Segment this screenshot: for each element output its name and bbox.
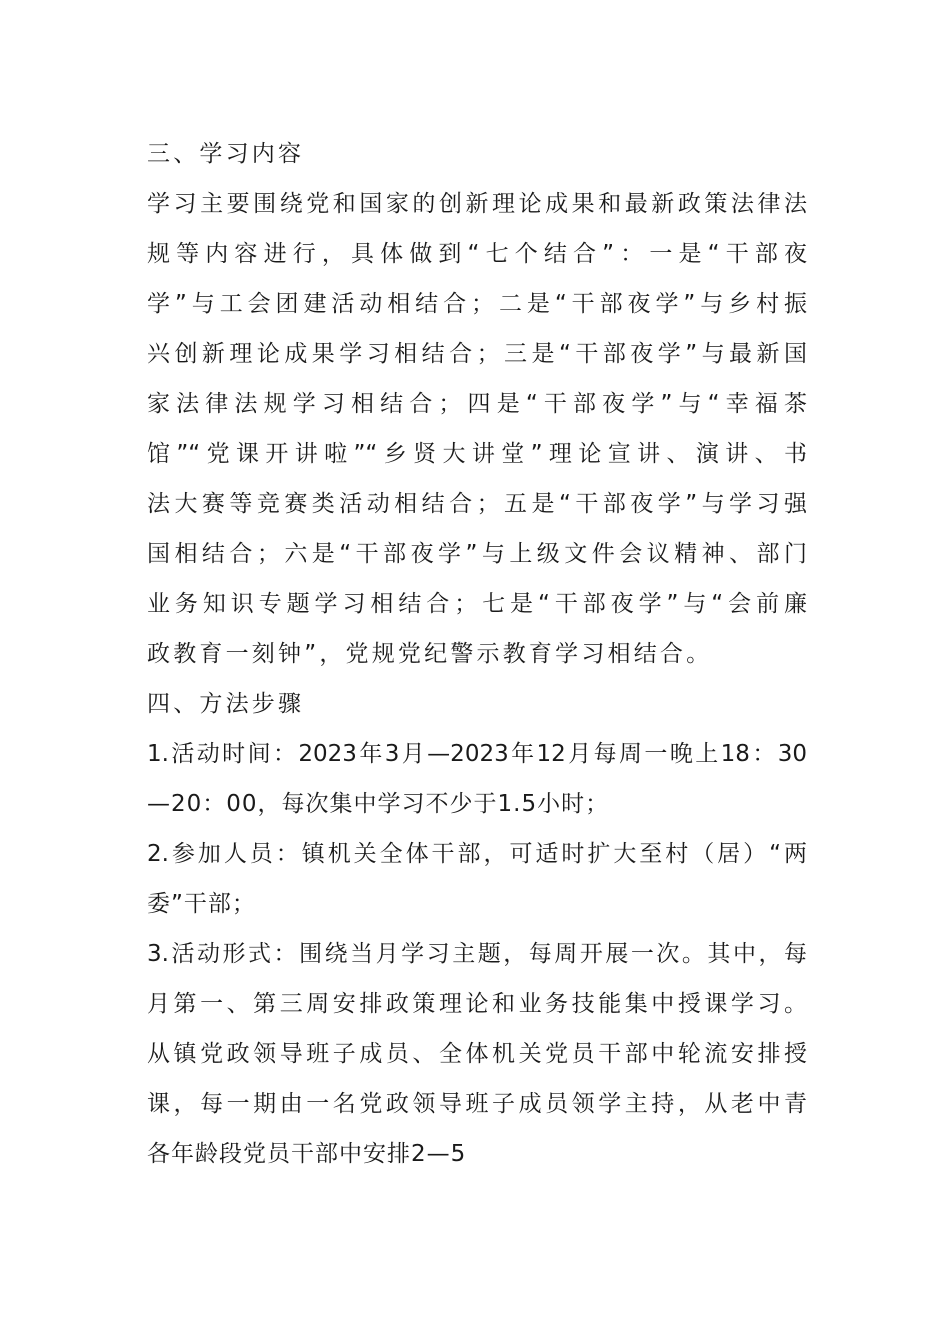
- paragraph-line: 馆”“党课开讲啦”“乡贤大讲堂”理论宣讲、演讲、书: [147, 441, 807, 467]
- paragraph-line: 国相结合；六是“干部夜学”与上级文件会议精神、部门: [147, 541, 807, 567]
- paragraph-line: 家法律法规学习相结合；四是“干部夜学”与“幸福茶: [147, 391, 807, 417]
- paragraph-line: 课，每一期由一名党政领导班子成员领学主持，从老中青: [147, 1091, 807, 1117]
- paragraph-line: 政教育一刻钟”，党规党纪警示教育学习相结合。: [147, 641, 713, 667]
- section-heading-study-content: 三、学习内容: [147, 141, 305, 167]
- list-item-activity-time-cont: —20：00，每次集中学习不少于1.5小时；: [147, 791, 610, 817]
- list-item-participants: 2.参加人员：镇机关全体干部，可适时扩大至村（居）“两: [147, 841, 807, 867]
- list-item-activity-time: 1.活动时间：2023年3月—2023年12月每周一晚上18：30: [147, 741, 807, 767]
- paragraph-line: 月第一、第三周安排政策理论和业务技能集中授课学习。: [147, 991, 807, 1017]
- list-item-activity-form: 3.活动形式：围绕当月学习主题，每周开展一次。其中，每: [147, 941, 807, 967]
- paragraph-line: 业务知识专题学习相结合；七是“干部夜学”与“会前廉: [147, 591, 807, 617]
- document-body: [147, 129, 807, 1179]
- paragraph-line: 各年龄段党员干部中安排2—5: [147, 1141, 467, 1167]
- paragraph-line: 从镇党政领导班子成员、全体机关党员干部中轮流安排授: [147, 1041, 807, 1067]
- list-item-participants-cont: 委”干部；: [147, 891, 256, 917]
- section-heading-method-steps: 四、方法步骤: [147, 691, 305, 717]
- paragraph-line: 兴创新理论成果学习相结合；三是“干部夜学”与最新国: [147, 341, 807, 367]
- paragraph-line: 法大赛等竞赛类活动相结合；五是“干部夜学”与学习强: [147, 491, 807, 517]
- paragraph-line: 学”与工会团建活动相结合；二是“干部夜学”与乡村振: [147, 291, 807, 317]
- paragraph-line: 学习主要围绕党和国家的创新理论成果和最新政策法律法: [147, 191, 807, 217]
- paragraph-line: 规等内容进行，具体做到“七个结合”：一是“干部夜: [147, 241, 807, 267]
